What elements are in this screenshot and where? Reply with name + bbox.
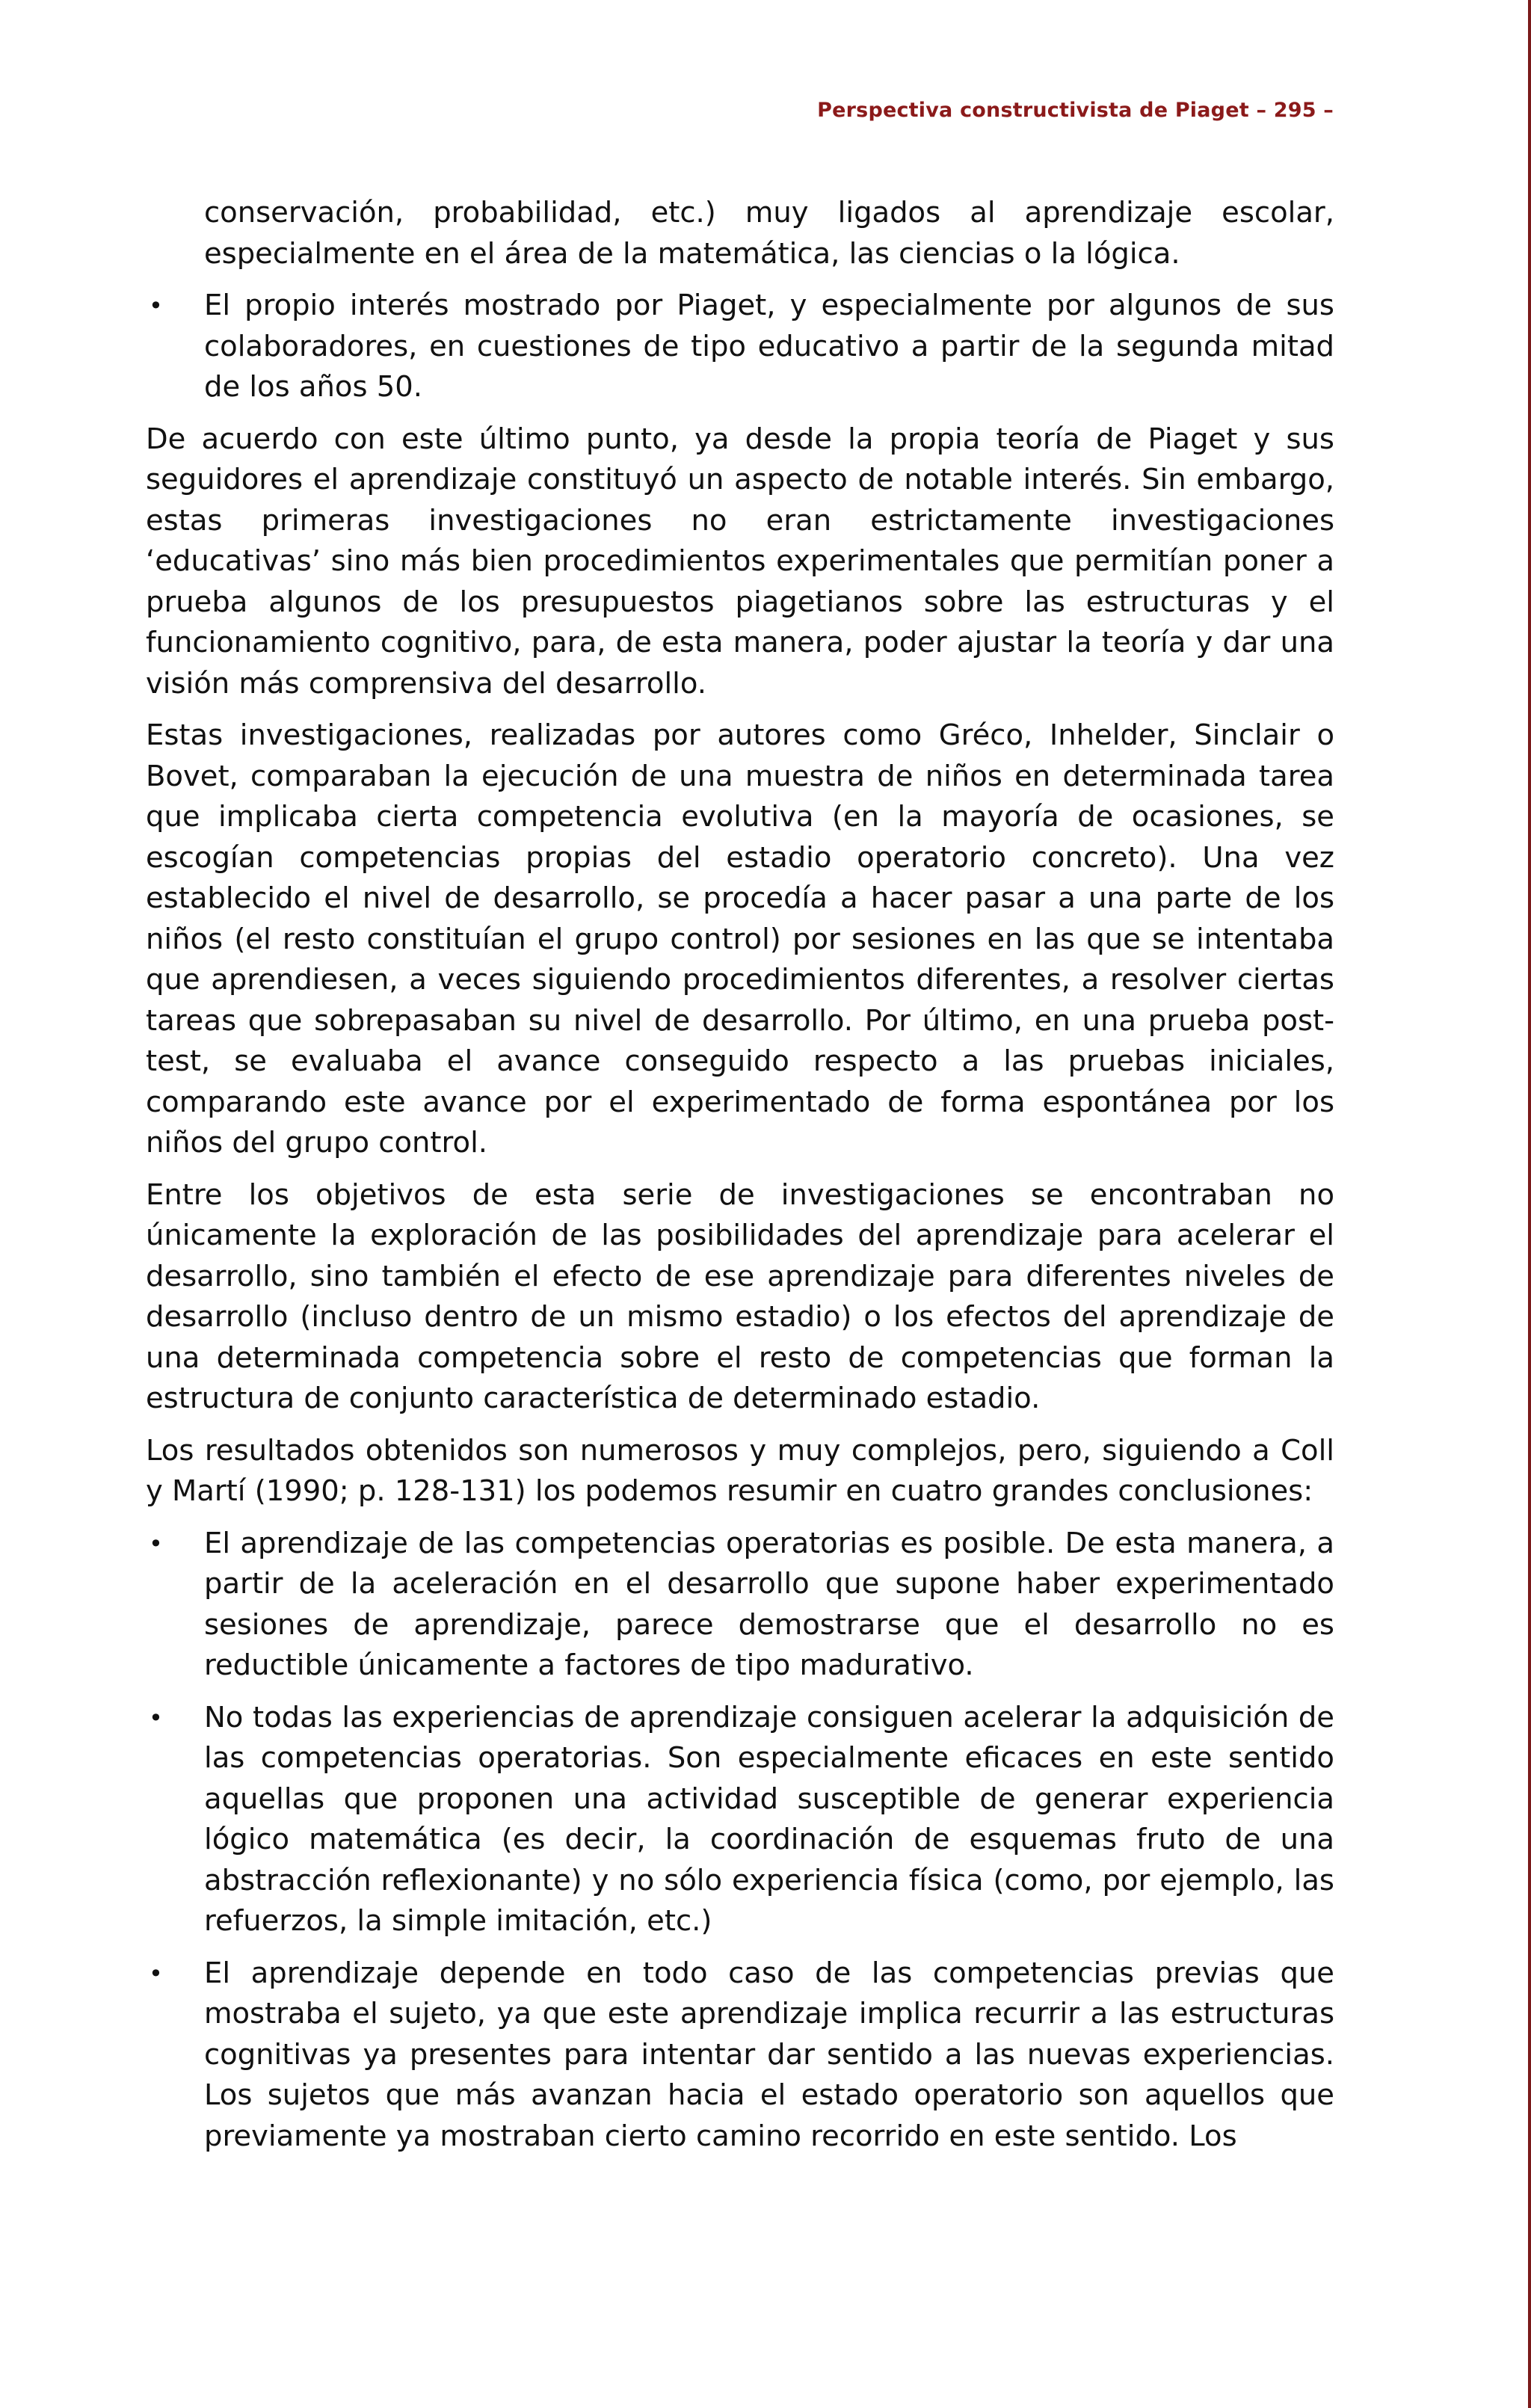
body-text (146, 193, 1334, 2168)
bullet-list-bottom (146, 1524, 1334, 2158)
list-item-text: El aprendizaje de las competencias operatorias es posible. De esta manera, a partir de la aceleración en el desarrollo que supone haber experimentado sesiones de aprendizaje, parece demostrarse que el desarrollo no es reductible únicamente a factores de tipo madurativo. (204, 1526, 1334, 1682)
paragraph: Entre los objetivos de esta serie de investigaciones se encontraban no únicamente la exploración de las posibilidades del aprendizaje para acelerar el desarrollo, sino también el efecto de ese aprendizaje para diferentes niveles de desarrollo (incluso dentro de un mismo estadio) o los efectos del aprendizaje de una determinada competencia sobre el resto de competencias que forman la estructura de conjunto característica de determinado estadio. (146, 1177, 1334, 1415)
list-item-text: El propio interés mostrado por Piaget, y especialmente por algunos de sus colaboradores, en cuestiones de tipo educativo a partir de la segunda mitad de los años 50. (204, 289, 1334, 404)
continued-bullet-text: conservación, probabilidad, etc.) muy ligados al aprendizaje escolar, especialmente en el área de la matemática, las ciencias o la lógica. (204, 196, 1334, 271)
bullet-list-top (146, 286, 1334, 408)
bullet-icon: • (149, 1703, 163, 1732)
list-item-text: No todas las experiencias de aprendizaje consiguen acelerar la adquisición de las competencias operatorias. Son especialmente eficaces en este sentido aquellas que proponen una actividad susceptible de generar experiencia lógico matemática (es decir, la coordinación de esquemas fruto de una abstracción reflexionante) y no sólo experiencia física (como, por ejemplo, las refuerzos, la simple imitación, etc.) (204, 1700, 1334, 1938)
bullet-icon: • (149, 1529, 163, 1558)
page-number: – 295 – (1256, 99, 1334, 122)
paragraph: Los resultados obtenidos son numerosos y muy complejos, pero, siguiendo a Coll y Martí (1990; p. 128-131) los podemos resumir en cuatro grandes conclusiones: (146, 1433, 1334, 1508)
list-item (146, 1698, 1334, 1942)
list-item (146, 1524, 1334, 1687)
paragraph: De acuerdo con este último punto, ya desde la propia teoría de Piaget y sus seguidores el aprendizaje constituyó un aspecto de notable interés. Sin embargo, estas primeras investigaciones no eran estrictamente investigaciones ‘educativas’ sino más bien procedimientos experimentales que permitían poner a prueba algunos de los presupuestos piagetianos sobre las estructuras y el funcionamiento cognitivo, para, de esta manera, poder ajustar la teoría y dar una visión más comprensiva del desarrollo. (146, 422, 1334, 700)
list-item-text: El aprendizaje depende en todo caso de las competencias previas que mostraba el sujeto, ya que este aprendizaje implica recurrir a las estructuras cognitivas ya presentes para intentar dar sentido a las nuevas experiencias. Los sujetos que más avanzan hacia el estado operatorio son aquellos que previamente ya mostraban cierto camino recorrido en este sentido. Los (204, 1956, 1334, 2153)
bullet-icon: • (149, 1959, 163, 1988)
bullet-icon: • (149, 292, 163, 320)
list-item (146, 1953, 1334, 2158)
running-title: Perspectiva constructivista de Piaget (817, 99, 1249, 122)
list-item (146, 286, 1334, 408)
running-header (817, 99, 1334, 122)
margin-rule (1528, 0, 1531, 2408)
paragraph: Estas investigaciones, realizadas por autores como Gréco, Inhelder, Sinclair o Bovet, comparaban la ejecución de una muestra de niños en determinada tarea que implicaba cierta competencia evolutiva (en la mayoría de ocasiones, se escogían competencias propias del estadio operatorio concreto). Una vez establecido el nivel de desarrollo, se procedía a hacer pasar a una parte de los niños (el resto constituían el grupo control) por sesiones en las que se intentaba que aprendiesen, a veces siguiendo procedimientos diferentes, a resolver ciertas tareas que sobrepasaban su nivel de desarrollo. Por último, en una prueba post-test, se evaluaba el avance conseguido respecto a las pruebas iniciales, comparando este avance por el experimentado de forma espontánea por los niños del grupo control. (146, 718, 1334, 1160)
